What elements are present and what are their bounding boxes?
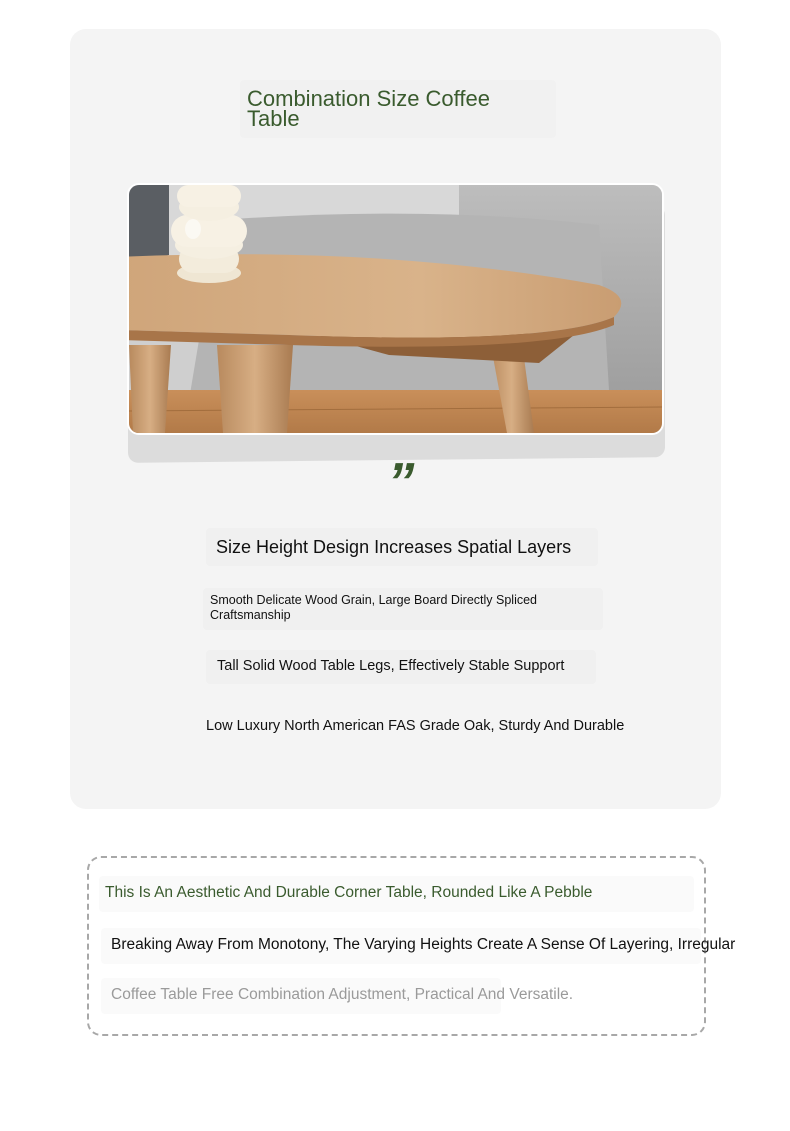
description-line-versatile: Coffee Table Free Combination Adjustment, Practical And Versatile. [111,986,574,1003]
coffee-table-illustration [129,185,662,433]
description-line-pebble: This Is An Aesthetic And Durable Corner Table, Rounded Like A Pebble [105,884,593,901]
section-title: Combination Size Coffee Table [247,86,490,131]
feature-item-oak-grade: Low Luxury North American FAS Grade Oak, Sturdy And Durable [206,718,625,734]
feature-item-table-legs: Tall Solid Wood Table Legs, Effectively Stable Support [217,658,565,674]
description-line-layering: Breaking Away From Monotony, The Varying Heights Create A Sense Of Layering, Irregular [111,936,736,953]
feature-headline: Size Height Design Increases Spatial Layers [216,537,572,557]
quote-mark: ” [387,452,411,512]
feature-item-wood-grain: Smooth Delicate Wood Grain, Large Board Directly Spliced Craftsmanship [210,593,538,622]
coffee-table-photo [127,183,664,435]
